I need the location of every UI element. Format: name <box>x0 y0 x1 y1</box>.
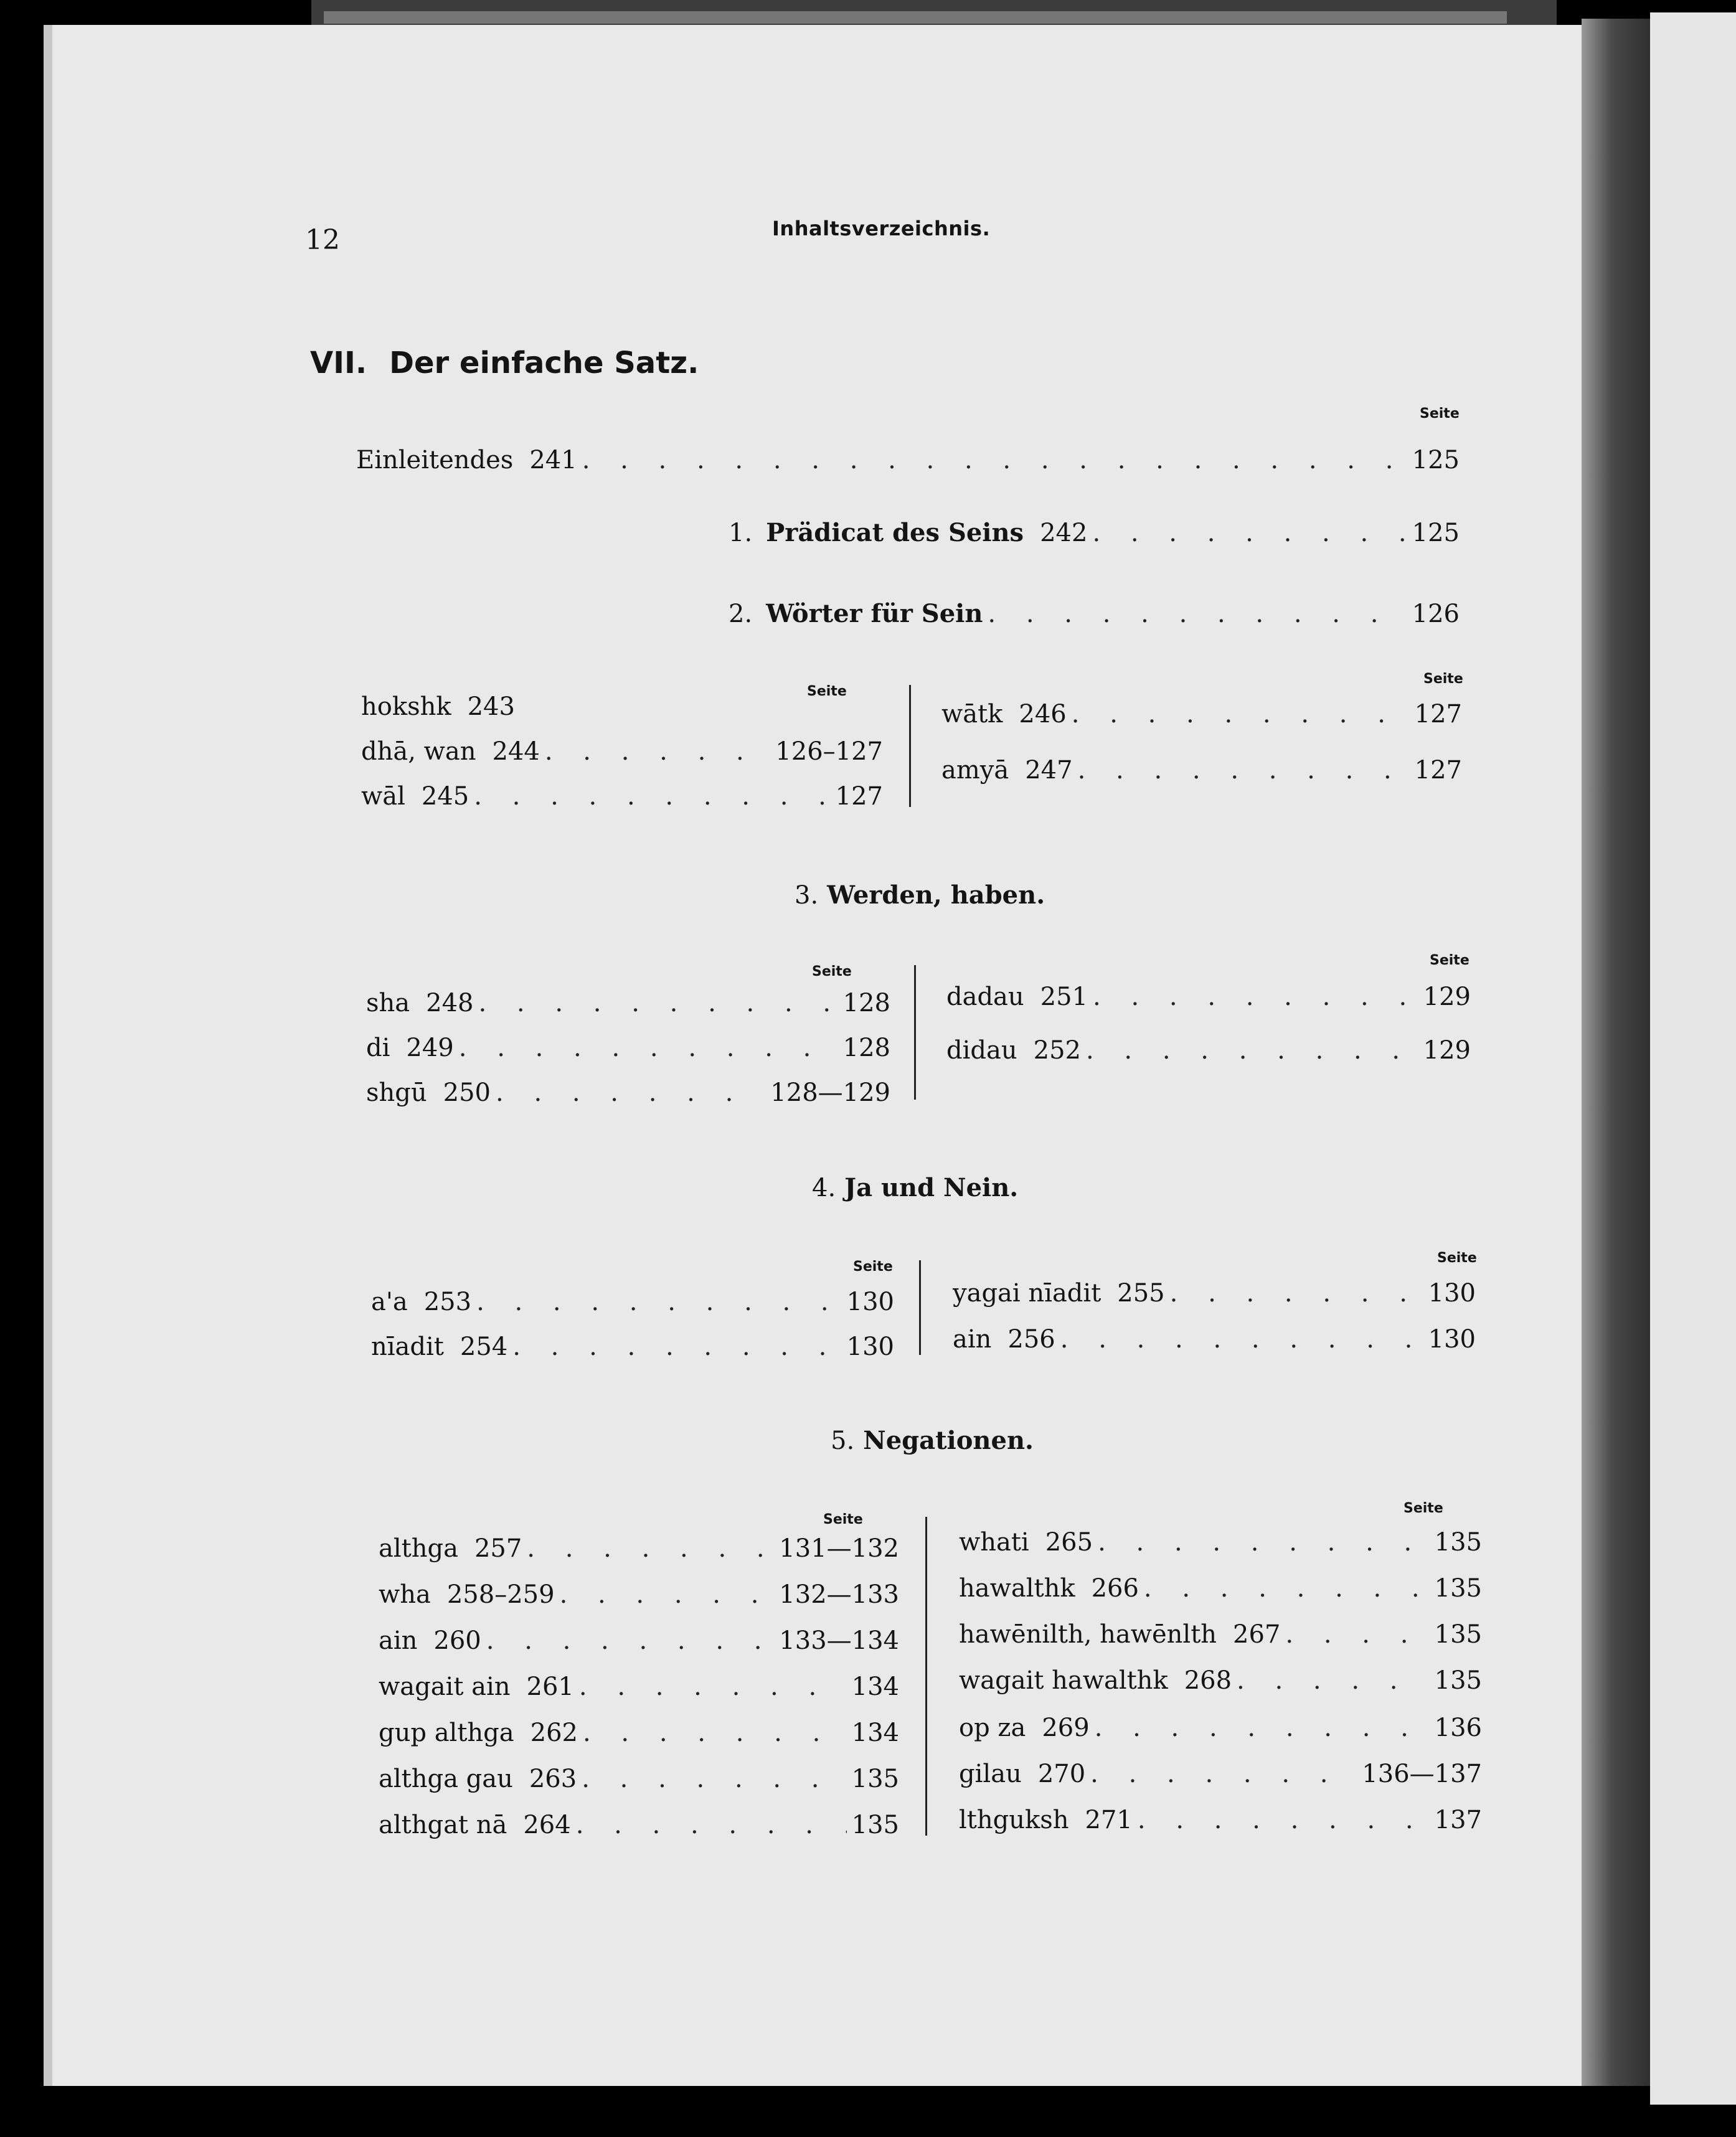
toc-term: wātk <box>941 700 1003 729</box>
section-number: 1. <box>729 519 753 547</box>
toc-term: gup althga <box>379 1719 514 1747</box>
seite-label: Seite <box>823 1512 863 1527</box>
toc-page: 135 <box>851 1811 899 1839</box>
chapter-heading <box>310 346 699 380</box>
toc-page: 130 <box>1428 1325 1476 1354</box>
toc-page: 135 <box>1434 1528 1482 1557</box>
seite-label: Seite <box>1403 1501 1443 1516</box>
leader-dots <box>476 1288 842 1316</box>
toc-page: 127 <box>1414 756 1462 785</box>
toc-page: 129 <box>1423 983 1471 1011</box>
toc-ref: 261 <box>526 1672 574 1701</box>
leader-dots <box>1060 1325 1423 1354</box>
toc-term: di <box>366 1034 390 1062</box>
toc-entry <box>379 1626 899 1655</box>
toc-entry <box>371 1333 894 1361</box>
section-5-heading <box>831 1426 1034 1455</box>
toc-page: 134 <box>851 1719 899 1747</box>
toc-page: 136—137 <box>1362 1760 1482 1788</box>
toc-entry <box>361 782 883 811</box>
leader-dots <box>1092 519 1407 547</box>
toc-entry <box>371 1288 894 1316</box>
toc-term: sha <box>366 989 410 1017</box>
leader-dots <box>576 1811 847 1839</box>
toc-term: amyā <box>941 756 1009 785</box>
toc-term: hokshk <box>361 692 451 721</box>
toc-entry <box>946 983 1471 1011</box>
running-head: Inhaltsverzeichnis. <box>772 217 991 240</box>
toc-entry <box>361 737 883 766</box>
chapter-number: VII. <box>310 346 367 380</box>
toc-page: 131—132 <box>779 1534 899 1563</box>
toc-ref: 262 <box>530 1719 578 1747</box>
seite-label: Seite <box>1420 406 1460 422</box>
toc-entry <box>361 692 884 721</box>
toc-ref: 263 <box>529 1765 577 1793</box>
toc-entry <box>379 1580 899 1609</box>
leader-dots <box>1237 1666 1430 1695</box>
toc-term: nīadit <box>371 1333 444 1361</box>
toc-term: a'a <box>371 1288 408 1316</box>
section-title: Negationen. <box>863 1426 1034 1455</box>
column-divider <box>919 1260 921 1355</box>
leader-dots <box>545 737 770 766</box>
leader-dots <box>474 782 830 811</box>
section-3-heading <box>795 880 1045 910</box>
leader-dots <box>1086 1036 1418 1065</box>
book-gutter-shadow <box>1582 19 1656 2086</box>
leader-dots <box>560 1580 775 1609</box>
seite-label: Seite <box>1430 953 1469 968</box>
toc-term: whati <box>959 1528 1029 1557</box>
toc-ref: 252 <box>1033 1036 1081 1065</box>
section-number: 4. <box>812 1174 836 1202</box>
leader-dots <box>1078 756 1410 785</box>
toc-ref: 244 <box>492 737 540 766</box>
toc-entry <box>379 1672 899 1701</box>
toc-term: wāl <box>361 782 405 811</box>
toc-entry <box>379 1719 899 1747</box>
toc-entry <box>959 1806 1482 1834</box>
toc-page: 135 <box>1434 1620 1482 1649</box>
toc-entry <box>959 1574 1482 1603</box>
toc-term: althga gau <box>379 1765 513 1793</box>
toc-page: 128 <box>842 989 890 1017</box>
facing-page-edge <box>1650 12 1736 2105</box>
toc-page: 127 <box>835 782 883 811</box>
toc-entry <box>953 1279 1476 1308</box>
leader-dots <box>496 1078 765 1107</box>
toc-page: 129 <box>1423 1036 1471 1065</box>
section-title: Prädicat des Seins <box>766 518 1024 547</box>
toc-ref: 249 <box>406 1034 454 1062</box>
toc-page: 133—134 <box>779 1626 899 1655</box>
toc-page: 128—129 <box>770 1078 890 1107</box>
toc-term: shgū <box>366 1078 427 1107</box>
page-number: 12 <box>305 224 340 256</box>
toc-ref: 258–259 <box>446 1580 555 1609</box>
section-2-entry <box>729 599 1460 628</box>
column-divider <box>909 685 911 807</box>
section-title: Ja und Nein. <box>844 1173 1019 1202</box>
toc-ref: 250 <box>443 1078 491 1107</box>
toc-page: 136 <box>1434 1714 1482 1742</box>
leader-dots <box>1170 1279 1423 1308</box>
toc-page: 126 <box>1412 600 1460 628</box>
toc-term: wha <box>379 1580 431 1609</box>
seite-label: Seite <box>812 964 852 979</box>
toc-entry <box>379 1534 899 1563</box>
leader-dots <box>1072 700 1410 729</box>
toc-ref: 248 <box>426 989 474 1017</box>
toc-entry <box>959 1620 1482 1649</box>
seite-label: Seite <box>853 1259 893 1275</box>
section-number: 5. <box>831 1427 855 1455</box>
toc-term: lthguksh <box>959 1806 1069 1834</box>
toc-entry <box>941 756 1462 785</box>
toc-ref: 268 <box>1184 1666 1232 1695</box>
toc-page: 135 <box>851 1765 899 1793</box>
toc-page: 125 <box>1412 519 1460 547</box>
chapter-title: Der einfache Satz. <box>389 346 699 380</box>
toc-page: 130 <box>846 1288 894 1316</box>
leader-dots <box>459 1034 838 1062</box>
toc-term: althga <box>379 1534 458 1563</box>
leader-dots <box>1095 1714 1430 1742</box>
toc-page: 137 <box>1434 1806 1482 1834</box>
section-number: 2. <box>729 600 753 628</box>
toc-term: didau <box>946 1036 1017 1065</box>
toc-entry <box>366 989 890 1017</box>
toc-ref: 245 <box>421 782 469 811</box>
toc-page: 126–127 <box>775 737 883 766</box>
toc-ref: 264 <box>523 1811 571 1839</box>
toc-ref: 260 <box>433 1626 481 1655</box>
toc-ref: 257 <box>474 1534 522 1563</box>
toc-page: 130 <box>846 1333 894 1361</box>
toc-entry-intro <box>356 446 1460 474</box>
column-divider <box>914 965 916 1100</box>
section-title: Werden, haben. <box>827 880 1045 910</box>
toc-ref: 255 <box>1117 1279 1165 1308</box>
leader-dots <box>512 1333 841 1361</box>
toc-term: wagait ain <box>379 1672 511 1701</box>
toc-term: hawalthk <box>959 1574 1075 1603</box>
section-4-heading <box>812 1173 1018 1202</box>
toc-term: ain <box>379 1626 418 1655</box>
toc-term: dhā, wan <box>361 737 476 766</box>
leader-dots <box>582 446 1407 474</box>
toc-page: 135 <box>1434 1666 1482 1695</box>
toc-page: 125 <box>1412 446 1460 474</box>
section-number: 3. <box>795 881 819 910</box>
toc-ref: 270 <box>1037 1760 1086 1788</box>
leader-dots <box>1138 1806 1430 1834</box>
toc-term: gilau <box>959 1760 1022 1788</box>
toc-entry <box>379 1811 899 1839</box>
seite-label: Seite <box>1423 671 1463 687</box>
leader-dots <box>1098 1528 1430 1557</box>
toc-page: 127 <box>1414 700 1462 729</box>
toc-entry <box>366 1078 890 1107</box>
toc-page: 132—133 <box>779 1580 899 1609</box>
toc-ref: 243 <box>467 692 515 721</box>
toc-term: dadau <box>946 983 1024 1011</box>
seite-label: Seite <box>807 684 847 699</box>
section-1-entry <box>729 518 1460 547</box>
book-top-edge-highlight <box>324 11 1507 24</box>
toc-entry <box>959 1666 1482 1695</box>
toc-ref: 246 <box>1019 700 1067 729</box>
leader-dots <box>583 1719 847 1747</box>
toc-term: hawēnilth, hawēnlth <box>959 1620 1217 1649</box>
leader-dots <box>1090 1760 1357 1788</box>
leader-dots <box>582 1765 846 1793</box>
toc-term: Einleitendes <box>356 446 514 474</box>
toc-term: op za <box>959 1714 1026 1742</box>
toc-ref: 253 <box>423 1288 472 1316</box>
toc-page: 135 <box>1434 1574 1482 1603</box>
leader-dots <box>1093 983 1418 1011</box>
toc-ref: 271 <box>1085 1806 1133 1834</box>
column-divider <box>925 1517 927 1836</box>
toc-ref: 254 <box>460 1333 508 1361</box>
toc-page: 128 <box>842 1034 890 1062</box>
toc-ref: 247 <box>1025 756 1073 785</box>
toc-term: ain <box>953 1325 992 1354</box>
toc-entry <box>366 1034 890 1062</box>
leader-dots <box>579 1672 847 1701</box>
toc-ref: 269 <box>1042 1714 1090 1742</box>
toc-term: wagait hawalthk <box>959 1666 1168 1695</box>
seite-label: Seite <box>1437 1250 1477 1266</box>
leader-dots <box>527 1534 774 1563</box>
toc-ref: 241 <box>529 446 577 474</box>
toc-entry <box>959 1714 1482 1742</box>
toc-entry <box>941 700 1462 729</box>
leader-dots <box>1285 1620 1429 1649</box>
toc-ref: 251 <box>1040 983 1088 1011</box>
toc-entry <box>953 1325 1476 1354</box>
toc-ref: 267 <box>1233 1620 1281 1649</box>
toc-ref: 242 <box>1040 519 1088 547</box>
toc-entry <box>959 1528 1482 1557</box>
leader-dots <box>479 989 838 1017</box>
toc-page: 130 <box>1428 1279 1476 1308</box>
toc-page: 134 <box>851 1672 899 1701</box>
toc-ref: 256 <box>1007 1325 1055 1354</box>
toc-ref: 266 <box>1091 1574 1139 1603</box>
leader-dots <box>1144 1574 1430 1603</box>
toc-ref: 265 <box>1045 1528 1093 1557</box>
leader-dots <box>486 1626 775 1655</box>
section-title: Wörter für Sein <box>766 599 983 628</box>
toc-entry <box>379 1765 899 1793</box>
leader-dots <box>988 600 1407 628</box>
toc-term: yagai nīadit <box>953 1279 1102 1308</box>
toc-term: althgat nā <box>379 1811 507 1839</box>
toc-entry <box>959 1760 1482 1788</box>
toc-entry <box>946 1036 1471 1065</box>
